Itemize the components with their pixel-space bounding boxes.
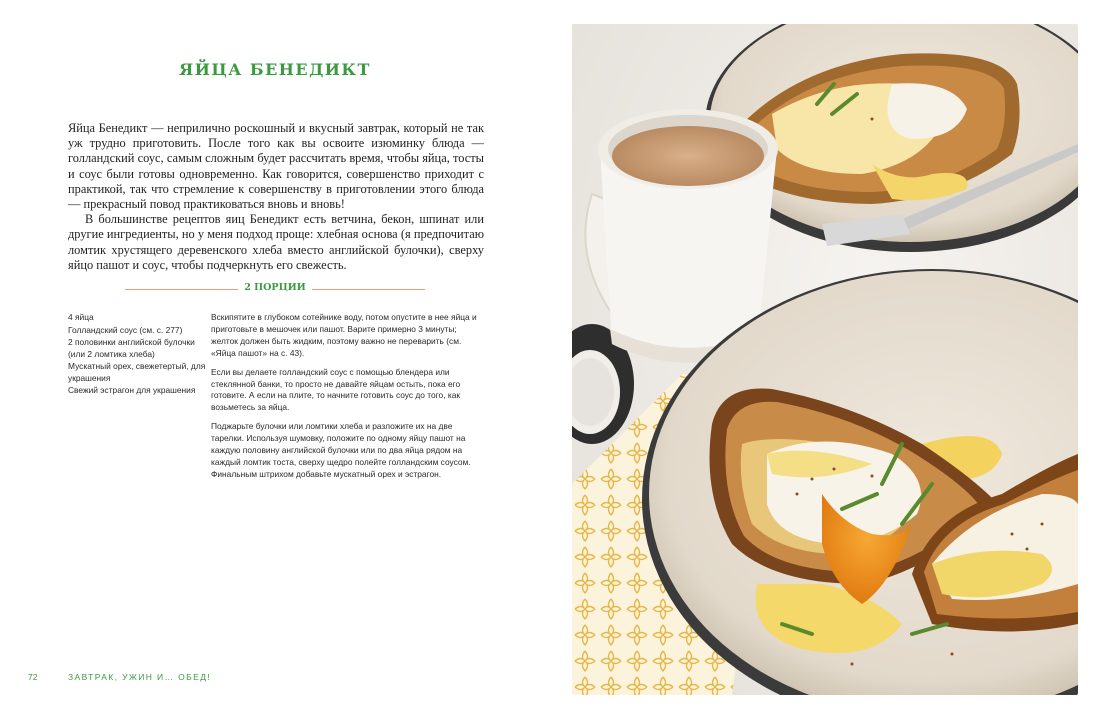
direction-step: Если вы делаете голландский соус с помощью блендера или стеклянной банки, то просто не давайте яйцам остыть, пока его готовите. А если на плите, то начните готовить соус до того, как возьметесь за яйца. xyxy=(211,366,461,413)
ingredient-item: 2 половинки английской булочки (или 2 ломтика хлеба) xyxy=(68,337,195,359)
eggs-benedict-photo xyxy=(572,24,1078,695)
ingredient-item: 4 яйца xyxy=(68,312,94,322)
ingredients-list xyxy=(68,312,208,398)
direction-step: Вскипятите в глубоком сотейнике воду, потом опустите в нее яйца и приготовьте в мешочек или пашот. Варите примерно 3 минуты; желток должен быть жидким, поэтому важно не переварить (см. «Яйца пашот» на с. 43). xyxy=(211,312,477,358)
ingredient-item: Свежий эстрагон для украшения xyxy=(68,385,196,395)
servings-heading xyxy=(125,282,425,296)
recipe-intro xyxy=(68,121,484,273)
servings-label: 2 ПОРЦИИ xyxy=(244,282,306,293)
directions xyxy=(211,312,481,488)
section-title: ЗАВТРАК, УЖИН И… ОБЕД! xyxy=(68,672,212,682)
direction-step: Поджарьте булочки или ломтики хлеба и разложите их на две тарелки. Используя шумовку, положите по одному яйцу пашот на каждую половину английской булочки или по два яйца рядом на каждый ломтик тоста, сверху щедро полейте голландским соусом. Финальным штрихом добавьте мускатный орех и эстрагон. xyxy=(211,421,471,479)
intro-paragraph: Яйца Бенедикт — неприлично роскошный и вкусный завтрак, который не так уж трудно приготовить. После того как вы освоите изюминку блюда — голландский соус, самым сложным будет рассчитать время, чтобы яйца, тосты и соус были готовы одновременно. Как говорится, совершенство приходит с практикой, так что стремление к совершенству в приготовлении этого блюда — прекрасный повод практиковаться вновь и вновь! xyxy=(68,121,484,212)
recipe-photo xyxy=(572,24,1078,695)
ingredient-item: Мускатный орех, свежетертый, для украшения xyxy=(68,361,206,383)
recipe-title: ЯЙЦА БЕНЕДИКТ xyxy=(179,60,371,79)
divider-rule xyxy=(312,289,425,290)
page-number: 72 xyxy=(28,672,38,682)
intro-paragraph: В большинстве рецептов яиц Бенедикт есть ветчина, бекон, шпинат или другие ингредиенты, но у меня подход проще: хлебная основа (я предпочитаю ломтик хрустящего деревенского хлеба вместо английской булочки), сверху яйцо пашот и соус, чтобы подчеркнуть его свежесть. xyxy=(68,212,484,272)
ingredient-item: Голландский соус (см. с. 277) xyxy=(68,324,183,335)
